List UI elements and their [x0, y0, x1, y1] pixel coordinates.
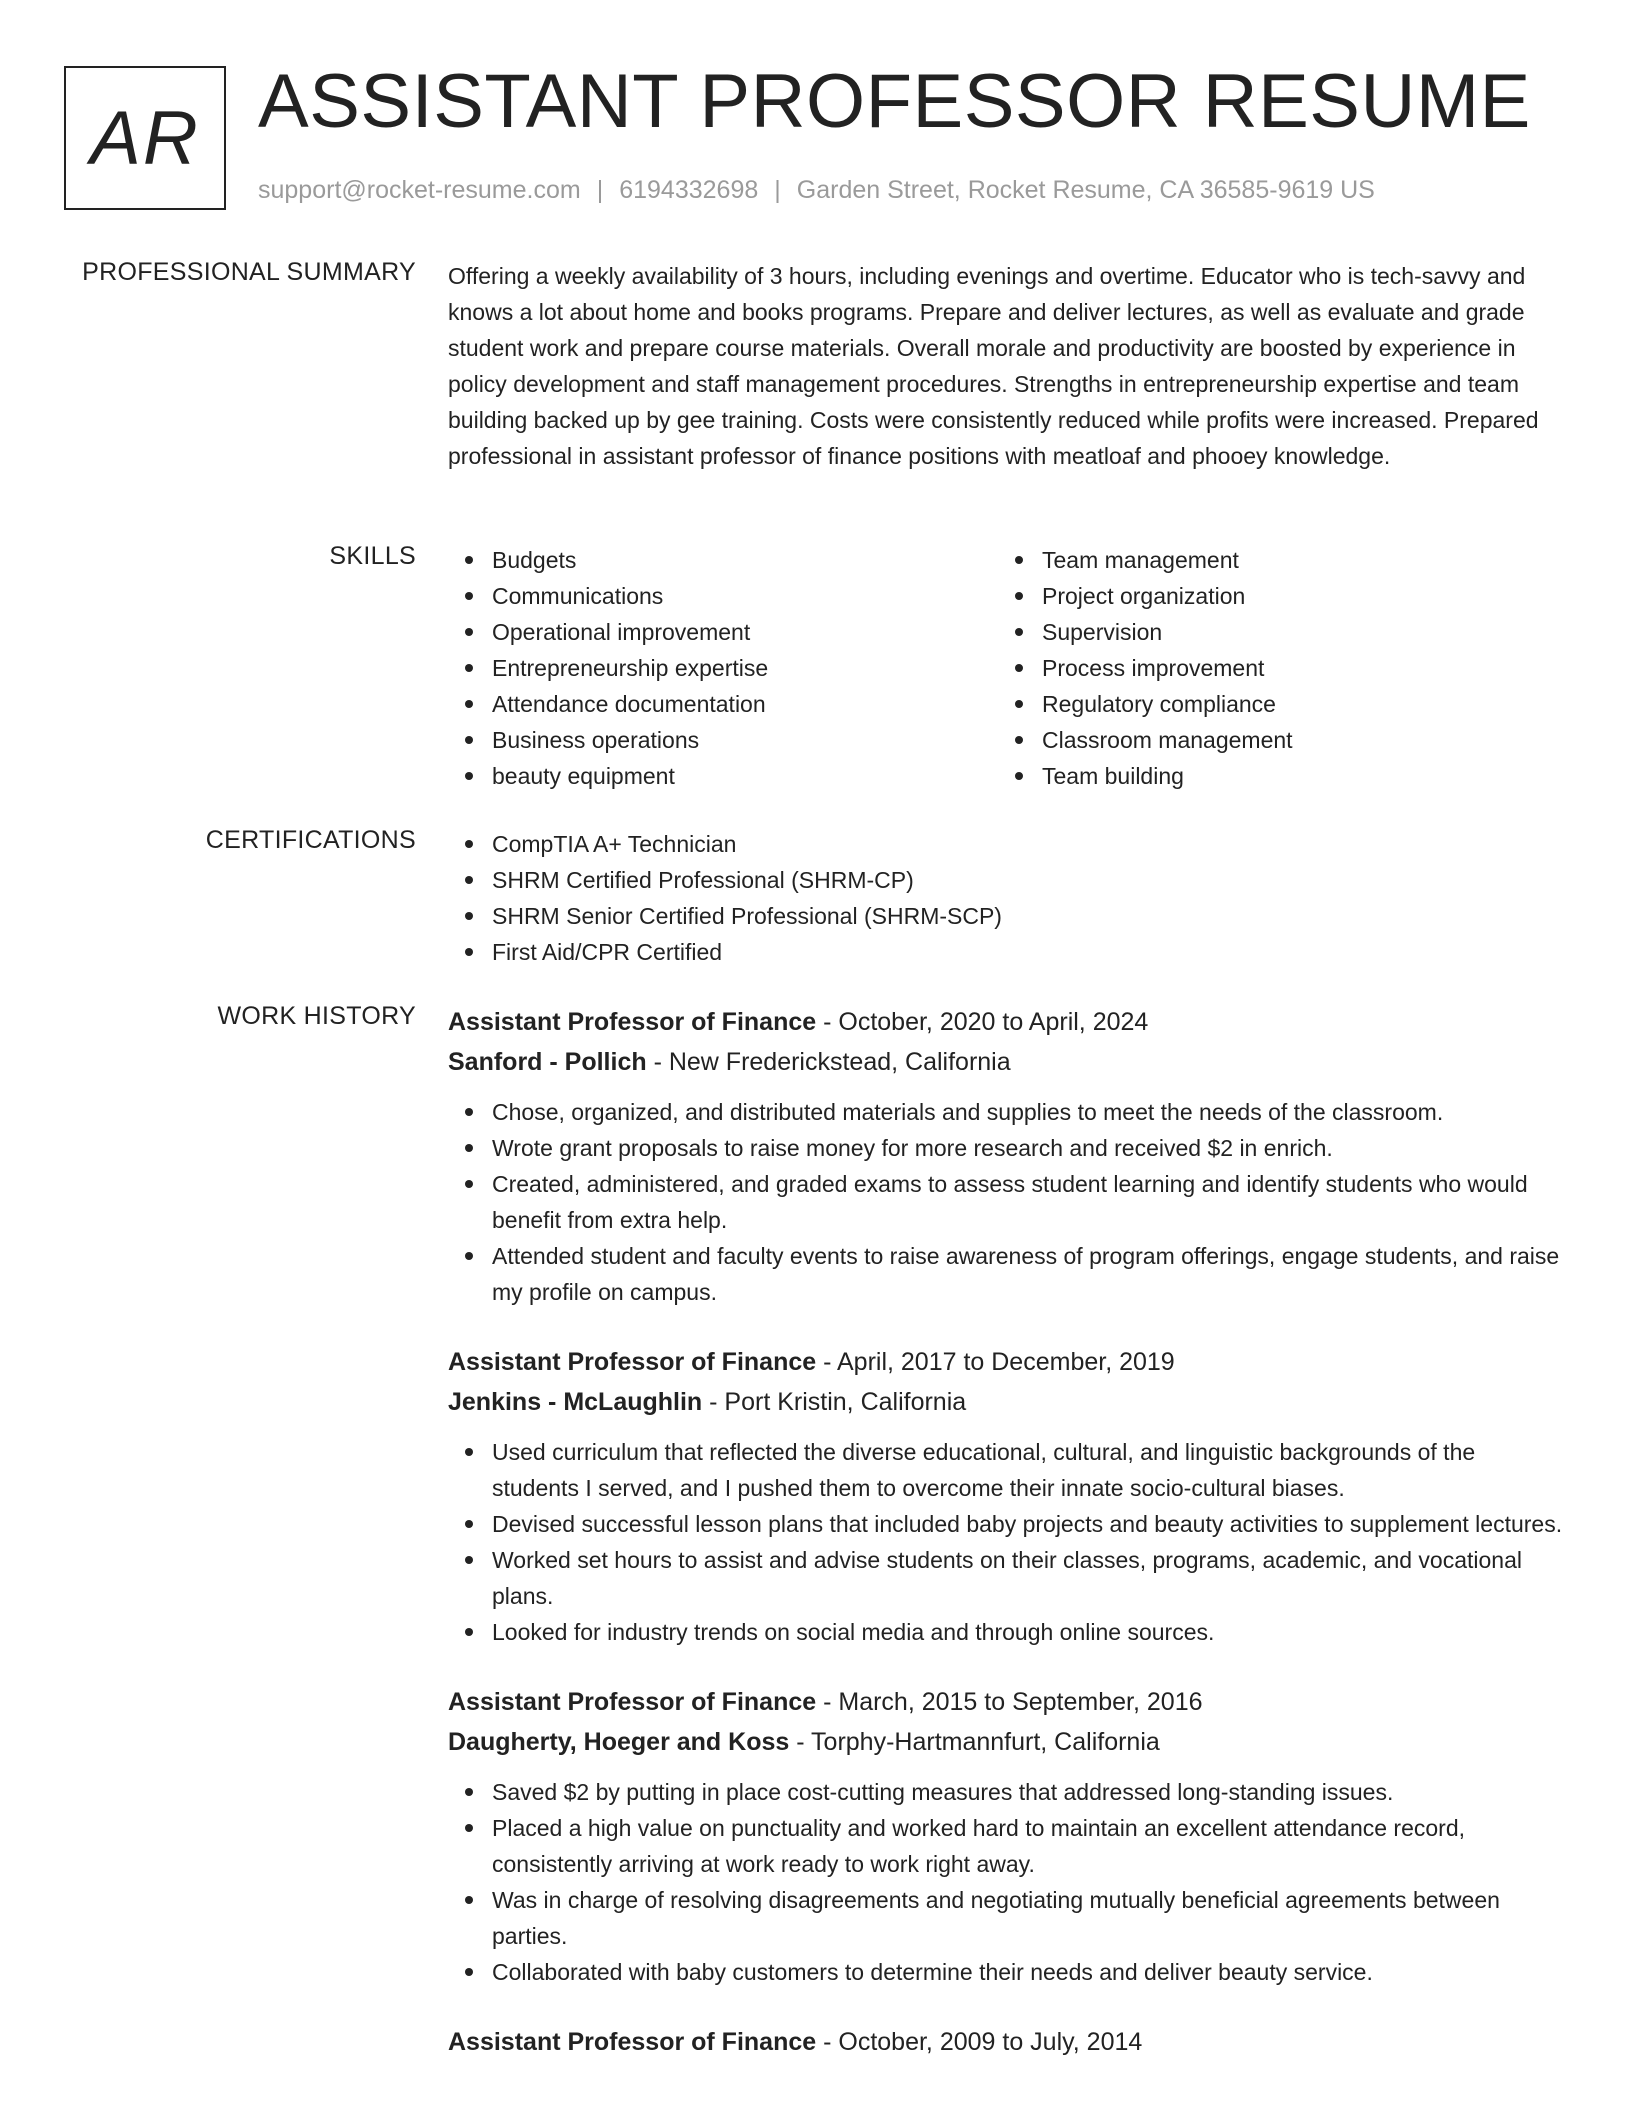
skill-item: Classroom management [998, 722, 1548, 758]
summary-text: Offering a weekly availability of 3 hours, including evenings and overtime. Educator who is tech-savvy and knows a lot about home and books programs. Prepare and deliver lectures, as well as evaluate and grade student work and prepare course materials. Overall morale and productivity are boosted by experience in policy development and staff management procedures. Strengths in entrepreneurship expertise and team building backed up by gee training. Costs were consistently reduced while profits were increased. Prepared professional in assistant professor of finance positions with meatloaf and phooey knowledge. [448, 263, 1539, 469]
job-duty: Chose, organized, and distributed materials and supplies to meet the needs of the classroom. [448, 1094, 1568, 1130]
contact-address: Garden Street, Rocket Resume, CA 36585-9619 US [796, 176, 1375, 204]
job-title: Assistant Professor of Finance [448, 1008, 817, 1036]
job-location: - Torphy-Hartmannfurt, California [789, 1728, 1160, 1756]
skill-item: Supervision [998, 614, 1548, 650]
job-dates: - March, 2015 to September, 2016 [816, 1688, 1203, 1716]
certification-item: SHRM Certified Professional (SHRM-CP) [448, 862, 1568, 898]
job-title: Assistant Professor of Finance [448, 1348, 817, 1376]
job-company: Sanford - Pollich [448, 1048, 647, 1076]
skills-columns [448, 542, 1568, 794]
job-title-line [448, 1342, 1568, 1382]
section-label-certifications: CERTIFICATIONS [205, 826, 416, 854]
skill-item: Operational improvement [448, 614, 998, 650]
job-duty: Worked set hours to assist and advise students on their classes, programs, academic, and vocational plans. [448, 1542, 1568, 1614]
job-title: Assistant Professor of Finance [448, 1688, 817, 1716]
job-duties-list [448, 1094, 1568, 1310]
job-duties-list [448, 1774, 1568, 1990]
job-duty: Used curriculum that reflected the diverse educational, cultural, and linguistic backgrounds of the students I served, and I pushed them to overcome their innate socio-cultural biases. [448, 1434, 1568, 1506]
section-label-work-history: WORK HISTORY [217, 1002, 416, 1030]
job-company: Jenkins - McLaughlin [448, 1388, 703, 1416]
job-title-line [448, 1682, 1568, 1722]
contact-separator: | [596, 176, 604, 204]
job-dates: - October, 2009 to July, 2014 [816, 2028, 1143, 2056]
monogram-box [64, 66, 226, 210]
skill-item: beauty equipment [448, 758, 998, 794]
work-history-body [448, 1002, 1568, 2094]
skill-item: Attendance documentation [448, 686, 998, 722]
certifications-list [448, 826, 1568, 970]
certification-item: First Aid/CPR Certified [448, 934, 1568, 970]
certification-item: CompTIA A+ Technician [448, 826, 1568, 862]
skill-item: Process improvement [998, 650, 1548, 686]
skill-item: Budgets [448, 542, 998, 578]
contact-separator: | [774, 176, 781, 204]
job-duties-list [448, 1434, 1568, 1650]
job-duty: Attended student and faculty events to raise awareness of program offerings, engage students, and raise my profile on campus. [448, 1238, 1568, 1310]
job-duty: Created, administered, and graded exams to assess student learning and identify students who would benefit from extra help. [448, 1166, 1568, 1238]
job-title-line [448, 2022, 1568, 2062]
skill-item: Project organization [998, 578, 1548, 614]
contact-line [258, 176, 1375, 205]
job-title: Assistant Professor of Finance [448, 2028, 817, 2056]
job-duty: Was in charge of resolving disagreements and negotiating mutually beneficial agreements between parties. [448, 1882, 1568, 1954]
contact-email: support@rocket-resume.com [258, 176, 581, 204]
job-duty: Looked for industry trends on social media and through online sources. [448, 1614, 1568, 1650]
skill-item: Team management [998, 542, 1548, 578]
section-label-skills: SKILLS [329, 542, 416, 570]
section-label-summary: PROFESSIONAL SUMMARY [82, 258, 416, 286]
resume-title: ASSISTANT PROFESSOR RESUME [258, 59, 1531, 144]
job-title-line [448, 1002, 1568, 1042]
job-duty: Wrote grant proposals to raise money for more research and received $2 in enrich. [448, 1130, 1568, 1166]
job-company: Daugherty, Hoeger and Koss [448, 1728, 790, 1756]
skills-list-right [998, 542, 1548, 794]
job-company-line [448, 1042, 1568, 1082]
job-location: - Port Kristin, California [702, 1388, 967, 1416]
contact-phone: 6194332698 [619, 176, 759, 204]
job-duty: Collaborated with baby customers to determine their needs and deliver beauty service. [448, 1954, 1568, 1990]
job-entry [448, 2022, 1568, 2062]
job-company-line [448, 1722, 1568, 1762]
job-entry [448, 1002, 1568, 1310]
job-dates: - October, 2020 to April, 2024 [816, 1008, 1149, 1036]
skill-item: Entrepreneurship expertise [448, 650, 998, 686]
monogram-initials: AR [90, 95, 200, 181]
skill-item: Team building [998, 758, 1548, 794]
job-duty: Placed a high value on punctuality and worked hard to maintain an excellent attendance record, consistently arriving at work ready to work right away. [448, 1810, 1568, 1882]
certification-item: SHRM Senior Certified Professional (SHRM-SCP) [448, 898, 1568, 934]
job-dates: - April, 2017 to December, 2019 [816, 1348, 1175, 1376]
skills-list-left [448, 542, 998, 794]
job-location: - New Frederickstead, California [646, 1048, 1011, 1076]
certifications-body [448, 826, 1568, 970]
job-entry [448, 1342, 1568, 1650]
job-entry [448, 1682, 1568, 1990]
job-company-line [448, 1382, 1568, 1422]
job-duty: Saved $2 by putting in place cost-cutting measures that addressed long-standing issues. [448, 1774, 1568, 1810]
skill-item: Communications [448, 578, 998, 614]
skill-item: Business operations [448, 722, 998, 758]
skill-item: Regulatory compliance [998, 686, 1548, 722]
job-duty: Devised successful lesson plans that included baby projects and beauty activities to supplement lectures. [448, 1506, 1568, 1542]
